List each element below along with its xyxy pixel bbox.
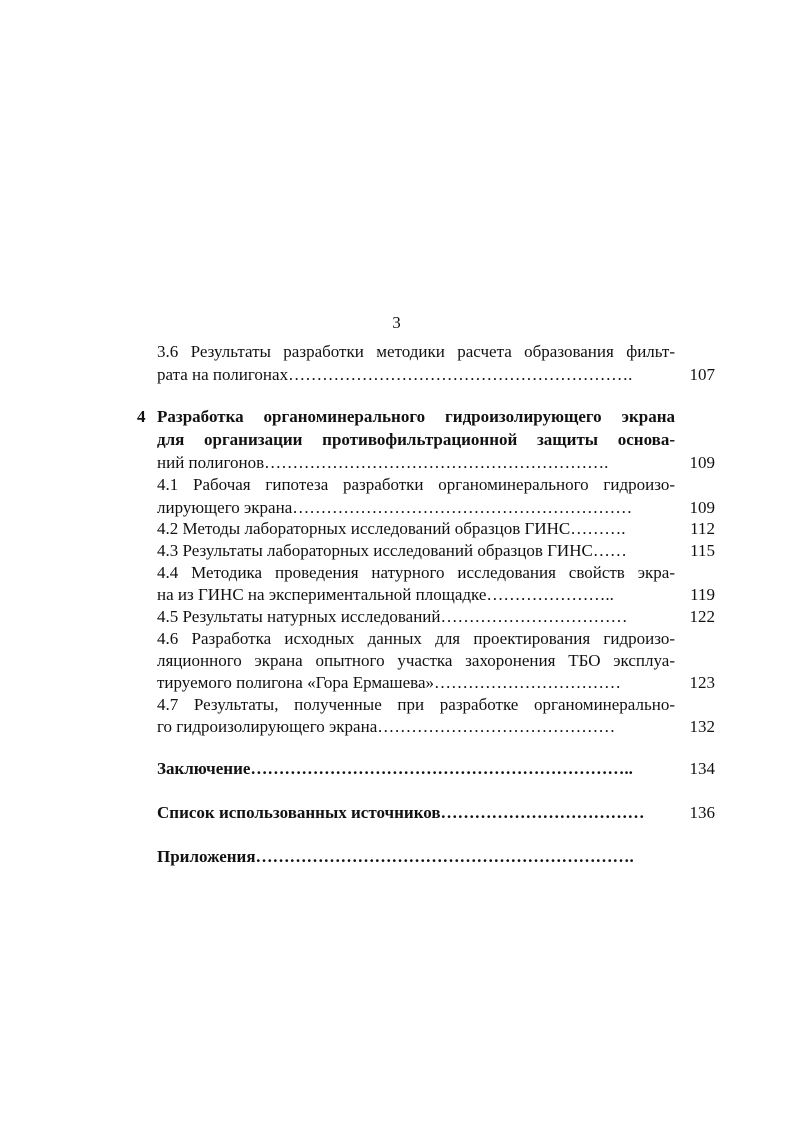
- toc-entry-4-1-page: 109: [689, 498, 715, 517]
- toc-entry-references-page: 136: [689, 803, 715, 822]
- toc-entry-3-6-line-2: рата на полигонах…………………………………………………….: [157, 365, 633, 384]
- toc-entry-conclusion-page: 134: [689, 759, 715, 778]
- toc-entry-4-6-line-1: 4.6 Разработка исходных данных для проектирования гидроизо-: [157, 629, 675, 648]
- toc-chapter-4-line-3: ний полигонов…………………………………………………….: [157, 453, 609, 472]
- toc-entry-4-3-page: 115: [690, 541, 715, 560]
- toc-entry-4-7-line-2: го гидроизолирующего экрана……………………………………: [157, 717, 616, 736]
- toc-entry-4-6-line-2: ляционного экрана опытного участка захоронения ТБО эксплуа-: [157, 651, 675, 670]
- toc-entry-4-7-page: 132: [689, 717, 715, 736]
- toc-entry-4-3-line-1: 4.3 Результаты лабораторных исследований образцов ГИНС……: [157, 541, 627, 560]
- toc-entry-4-4-page: 119: [690, 585, 715, 604]
- toc-chapter-4-line-2: для организации противофильтрационной защиты основа-: [157, 430, 675, 449]
- toc-entry-3-6-line-1: 3.6 Результаты разработки методики расчета образования фильт-: [157, 342, 675, 361]
- toc-entry-4-5-page: 122: [689, 607, 715, 626]
- toc-chapter-4-line-1: Разработка органоминерального гидроизолирующего экрана: [157, 407, 675, 426]
- toc-entry-4-6-line-3: тируемого полигона «Гора Ермашева»……………………………: [157, 673, 622, 692]
- toc-entry-4-5-line-1: 4.5 Результаты натурных исследований……………………………: [157, 607, 628, 626]
- toc-entry-appendices-line-1: Приложения………………………………………………………….: [157, 847, 634, 866]
- toc-entry-4-7-line-1: 4.7 Результаты, полученные при разработке органоминерально-: [157, 695, 675, 714]
- toc-entry-4-4-line-2: на из ГИНС на экспериментальной площадке…………………..: [157, 585, 614, 604]
- toc-entry-conclusion-line-1: Заключение…………………………………………………………..: [157, 759, 633, 778]
- toc-chapter-4-number: 4: [137, 407, 146, 426]
- toc-entry-3-6-page: 107: [689, 365, 715, 384]
- toc-entry-4-2-page: 112: [690, 519, 715, 538]
- toc-entry-4-2-line-1: 4.2 Методы лабораторных исследований образцов ГИНС……….: [157, 519, 626, 538]
- toc-chapter-4-page: 109: [689, 453, 715, 472]
- toc-entry-4-1-line-2: лирующего экрана……………………………………………………: [157, 498, 633, 517]
- page-number: 3: [392, 313, 401, 332]
- toc-entry-4-4-line-1: 4.4 Методика проведения натурного исследования свойств экра-: [157, 563, 675, 582]
- toc-entry-references-line-1: Список использованных источников………………………………: [157, 803, 645, 822]
- toc-entry-4-6-page: 123: [689, 673, 715, 692]
- toc-entry-4-1-line-1: 4.1 Рабочая гипотеза разработки органоминерального гидроизо-: [157, 475, 675, 494]
